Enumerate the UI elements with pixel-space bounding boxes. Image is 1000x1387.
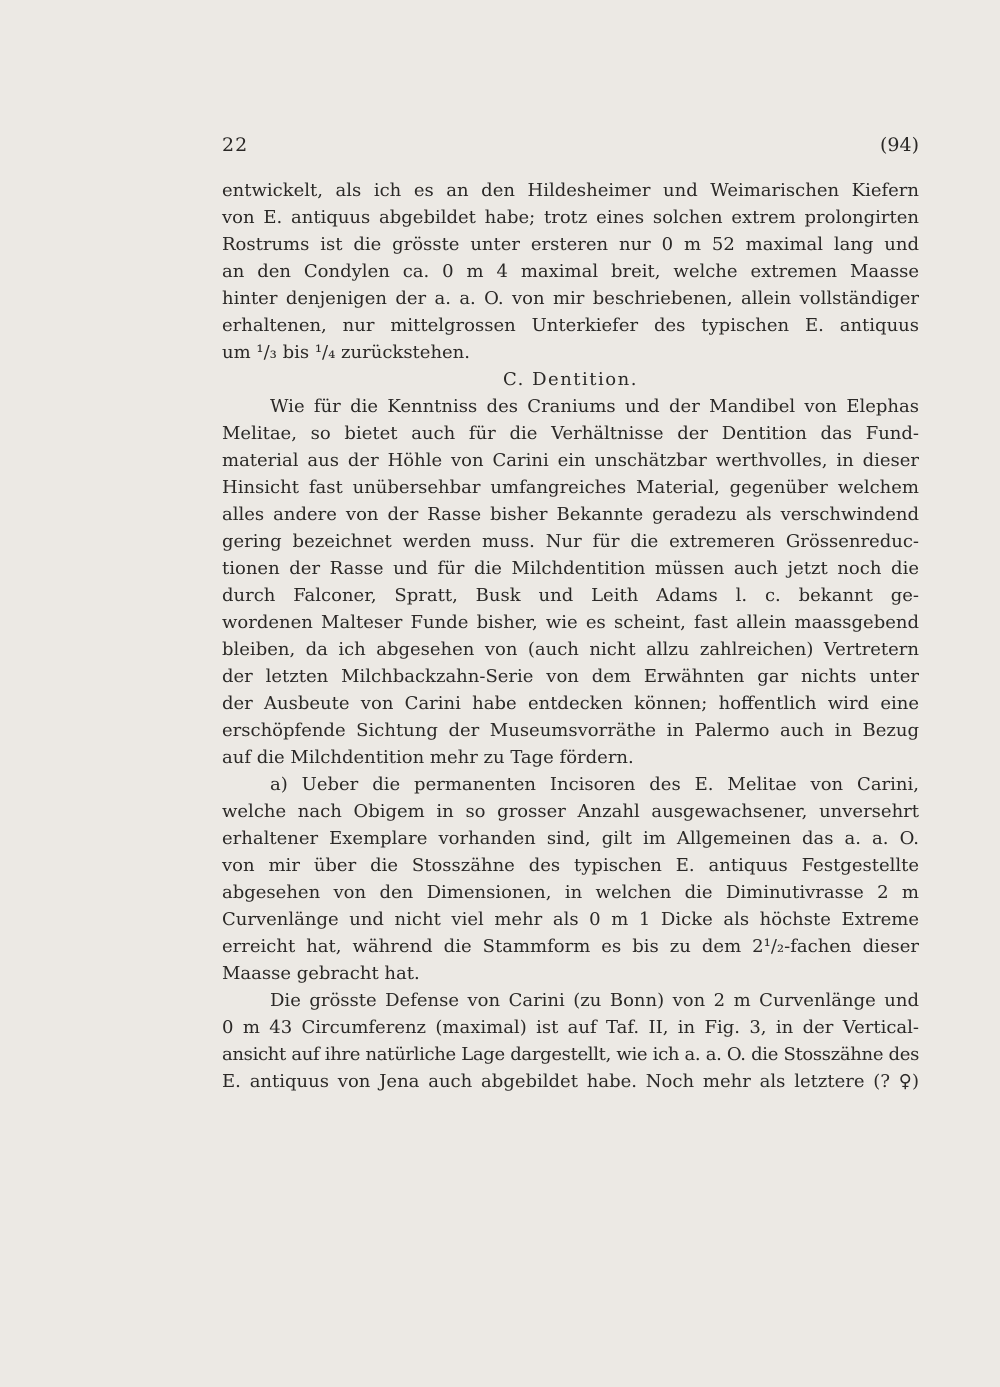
text-line: a) Ueber die permanenten Incisoren des E. Melitae von Carini, xyxy=(270,774,919,795)
text-line: von E. antiquus abgebildet habe; trotz eines solchen extrem prolongirten xyxy=(222,207,919,228)
text-line: erhaltener Exemplare vorhanden sind, gilt im Allgemeinen das a. a. O. xyxy=(222,828,919,849)
page-reference: (94) xyxy=(879,134,919,156)
text-line: erreicht hat, während die Stammform es bis zu dem 2¹/₂-fachen dieser xyxy=(222,936,919,957)
text-line: der letzten Milchbackzahn-Serie von dem Erwähnten gar nichts unter xyxy=(222,666,919,687)
text-line: ansicht auf ihre natürliche Lage dargestellt, wie ich a. a. O. die Stosszähne des xyxy=(222,1044,919,1065)
text-line: wordenen Malteser Funde bisher, wie es scheint, fast allein maassgebend xyxy=(222,612,919,633)
text-line: Maasse gebracht hat. xyxy=(222,963,420,984)
text-line: bleiben, da ich abgesehen von (auch nicht allzu zahlreichen) Vertretern xyxy=(222,639,919,660)
text-line: abgesehen von den Dimensionen, in welchen die Diminutivrasse 2 m xyxy=(222,882,919,903)
section-heading: C. Dentition. xyxy=(503,369,638,390)
text-line: material aus der Höhle von Carini ein unschätzbar werthvolles, in dieser xyxy=(222,450,919,471)
text-line: Melitae, so bietet auch für die Verhältnisse der Dentition das Fund- xyxy=(222,423,919,444)
text-line: Curvenlänge und nicht viel mehr als 0 m 1 Dicke als höchste Extreme xyxy=(222,909,919,930)
text-line: Wie für die Kenntniss des Craniums und der Mandibel von Elephas xyxy=(270,396,919,417)
text-line: an den Condylen ca. 0 m 4 maximal breit, welche extremen Maasse xyxy=(222,261,919,282)
text-line: 0 m 43 Circumferenz (maximal) ist auf Taf. II, in Fig. 3, in der Vertical- xyxy=(222,1017,919,1038)
text-line: hinter denjenigen der a. a. O. von mir beschriebenen, allein vollständiger xyxy=(222,288,919,309)
text-line: gering bezeichnet werden muss. Nur für die extremeren Grössenreduc- xyxy=(222,531,919,552)
text-line: durch Falconer, Spratt, Busk und Leith Adams l. c. bekannt ge- xyxy=(222,585,919,606)
text-line: von mir über die Stosszähne des typischen E. antiquus Festgestellte xyxy=(222,855,919,876)
text-line: Hinsicht fast unübersehbar umfangreiches Material, gegenüber welchem xyxy=(222,477,919,498)
text-line: tionen der Rasse und für die Milchdentition müssen auch jetzt noch die xyxy=(222,558,919,579)
text-line: um ¹/₃ bis ¹/₄ zurückstehen. xyxy=(222,342,471,363)
text-line: erschöpfende Sichtung der Museumsvorräthe in Palermo auch in Bezug xyxy=(222,720,919,741)
text-line: erhaltenen, nur mittelgrossen Unterkiefer des typischen E. antiquus xyxy=(222,315,919,336)
text-line: der Ausbeute von Carini habe entdecken können; hoffentlich wird eine xyxy=(222,693,919,714)
body-text xyxy=(222,177,919,1095)
text-line: entwickelt, als ich es an den Hildesheimer und Weimarischen Kiefern xyxy=(222,180,919,201)
text-line: E. antiquus von Jena auch abgebildet habe. Noch mehr als letztere (? ♀) xyxy=(222,1071,919,1092)
text-line: Die grösste Defense von Carini (zu Bonn) von 2 m Curvenlänge und xyxy=(270,990,919,1011)
page-number: 22 xyxy=(222,134,249,156)
text-line: auf die Milchdentition mehr zu Tage fördern. xyxy=(222,747,634,768)
text-line: welche nach Obigem in so grosser Anzahl ausgewachsener, unversehrt xyxy=(222,801,919,822)
text-line: Rostrums ist die grösste unter ersteren nur 0 m 52 maximal lang und xyxy=(222,234,919,255)
text-line: alles andere von der Rasse bisher Bekannte geradezu als verschwindend xyxy=(222,504,919,525)
